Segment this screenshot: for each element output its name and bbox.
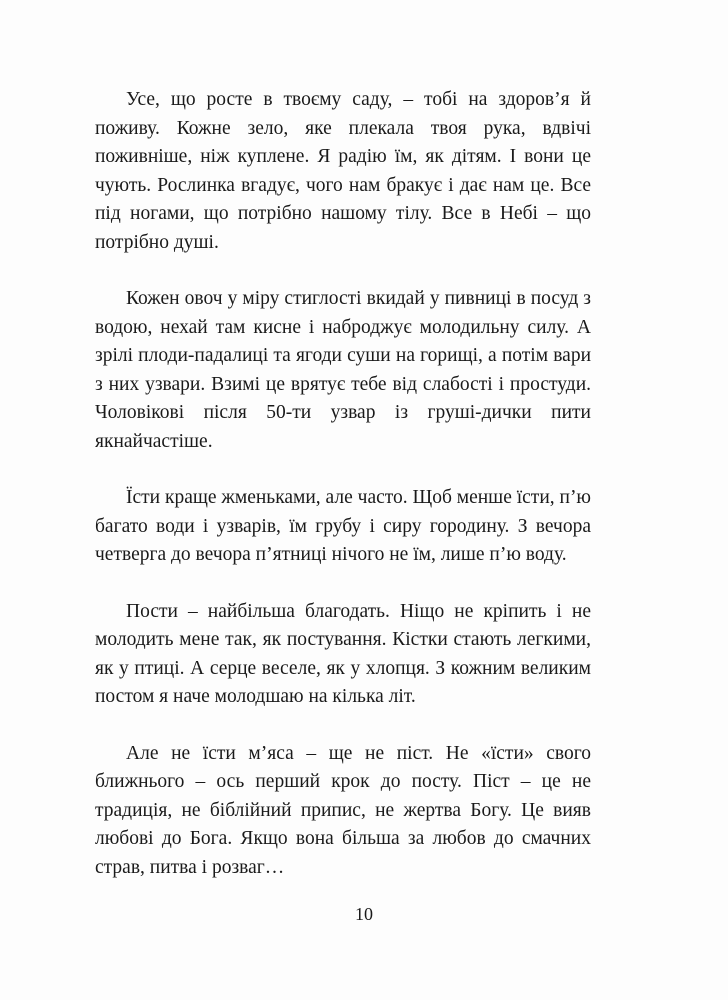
paragraph: Пости – найбільша благодать. Ніщо не кріпить і не молодить мене так, як постування. Кістки стають легкими, як у птиці. А серце веселе, як у хлопця. З кожним великим постом я наче молодшаю на кілька літ.	[95, 600, 591, 707]
paragraph: Але не їсти м’яса – ще не піст. Не «їсти» свого ближнього – ось перший крок до посту. Піст – це не традиція, не біблійний припис, не жертва Богу. Це вияв любові до Бога. Якщо вона більша за любов до смачних страв, питва і розваг…	[95, 742, 591, 878]
page-number: 10	[355, 904, 373, 924]
paragraph: Їсти краще жменьками, але часто. Щоб менше їсти, п’ю багато води і узварів, їм грубу і сиру городину. З вечора четверга до вечора п’ятниці нічого не їм, лише п’ю воду.	[95, 487, 592, 565]
paragraph: Кожен овоч у міру стиглості вкидай у пивниці в посуд з водою, нехай там кисне і наброджує молодильну силу. А зрілі плоди-падалиці та ягоди суши на горищі, а потім вари з них узвари. Взимі це врятує тебе від слабості і простуди. Чоловікові після 50-ти узвар із груші-дички пити якнайчастіше.	[95, 288, 591, 452]
paragraph: Усе, що росте в твоєму саду, – тобі на здоров’я й поживу. Кожне зело, яке плекала твоя рука, вдвічі поживніше, ніж куплене. Я радію їм, як дітям. І вони це чують. Рослинка вгадує, чого нам бракує і дає нам це. Все під ногами, що потрібно нашому тілу. Все в Небі – що потрібно душі.	[95, 89, 591, 253]
body-text	[95, 86, 591, 910]
